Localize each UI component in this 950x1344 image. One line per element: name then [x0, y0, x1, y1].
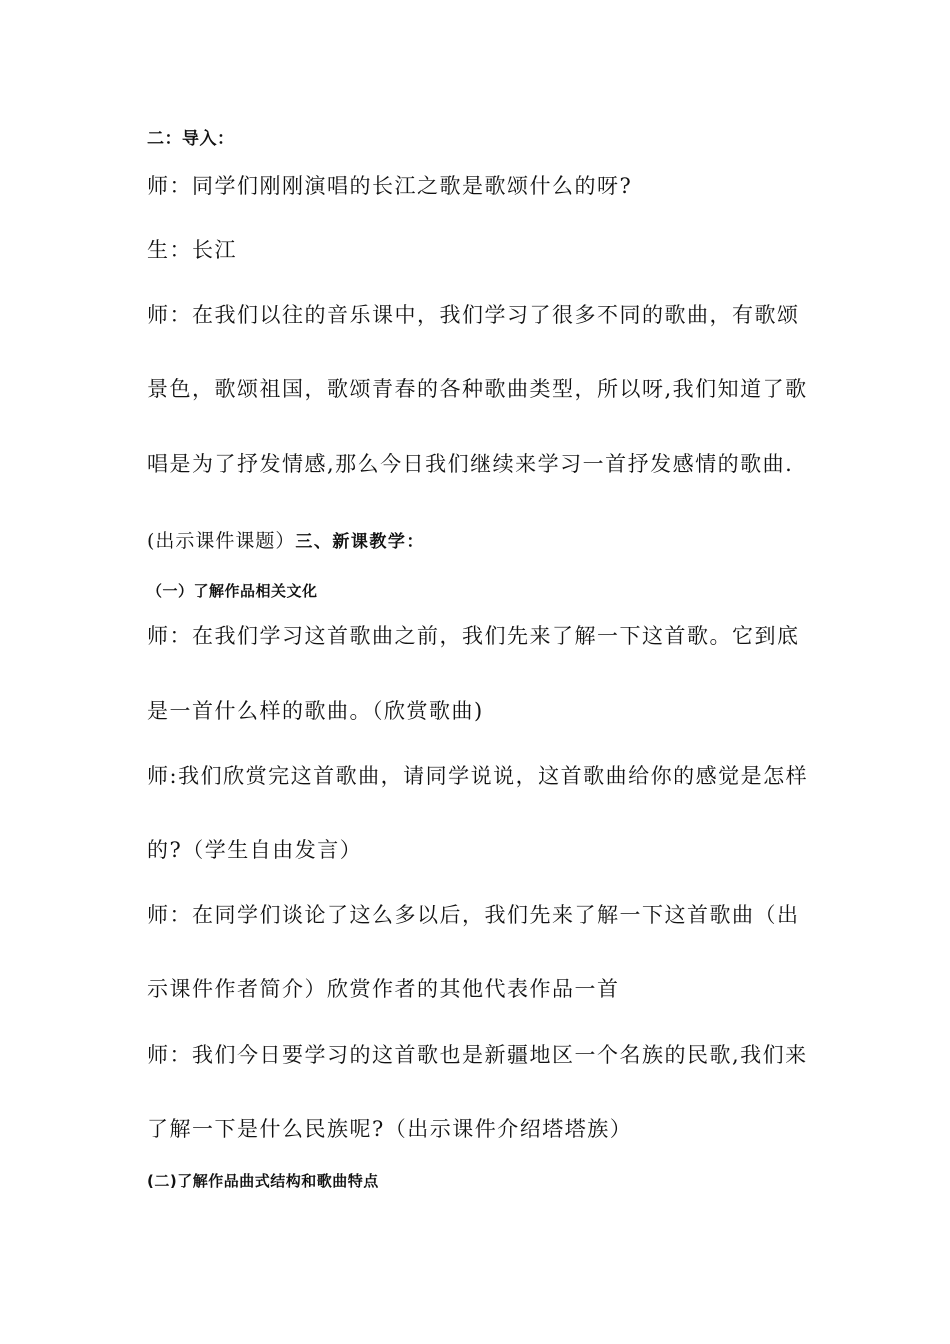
show-courseware-note: (出示课件课题） [147, 530, 296, 552]
paragraph-teacher-feeling-line-2: 的?（学生自由发言） [147, 838, 363, 862]
paragraph-teacher-folk-song-line-1: 师：我们今日要学习的这首歌也是新疆地区一个名族的民歌,我们来 [147, 1043, 808, 1067]
paragraph-show-title [147, 526, 425, 556]
paragraph-teacher-feeling-line-1: 师:我们欣赏完这首歌曲，请同学说说，这首歌曲给你的感觉是怎样 [147, 764, 809, 788]
subsection-heading-culture: （一）了解作品相关文化 [147, 582, 318, 600]
paragraph-teacher-folk-song-line-2: 了解一下是什么民族呢?（出示课件介绍塔塔族） [147, 1117, 633, 1141]
paragraph-teacher-before-song-line-2: 是一首什么样的歌曲。（欣赏歌曲) [147, 699, 484, 723]
paragraph-teacher-intro-line-2: 景色，歌颂祖国，歌颂青春的各种歌曲类型，所以呀,我们知道了歌 [147, 377, 808, 401]
paragraph-teacher-author-line-1: 师：在同学们谈论了这么多以后，我们先来了解一下这首歌曲（出 [147, 903, 800, 927]
paragraph-teacher-before-song-line-1: 师：在我们学习这首歌曲之前，我们先来了解一下这首歌。它到底 [147, 624, 800, 648]
paragraph-teacher-intro-line-1: 师：在我们以往的音乐课中，我们学习了很多不同的歌曲，有歌颂 [147, 303, 800, 327]
paragraph-teacher-author-line-2: 示课件作者简介）欣赏作者的其他代表作品一首 [147, 977, 620, 1001]
section-heading-new-lesson: 三、新课教学： [295, 532, 425, 552]
paragraph-teacher-question: 师：同学们刚刚演唱的长江之歌是歌颂什么的呀? [147, 174, 633, 198]
paragraph-teacher-intro-line-3: 唱是为了抒发情感,那么今日我们继续来学习一首抒发感情的歌曲. [147, 452, 794, 476]
subsection-heading-structure: (二)了解作品曲式结构和歌曲特点 [147, 1172, 379, 1190]
paragraph-student-answer: 生：长江 [147, 238, 237, 262]
section-heading-intro: 二：导入： [147, 129, 235, 149]
